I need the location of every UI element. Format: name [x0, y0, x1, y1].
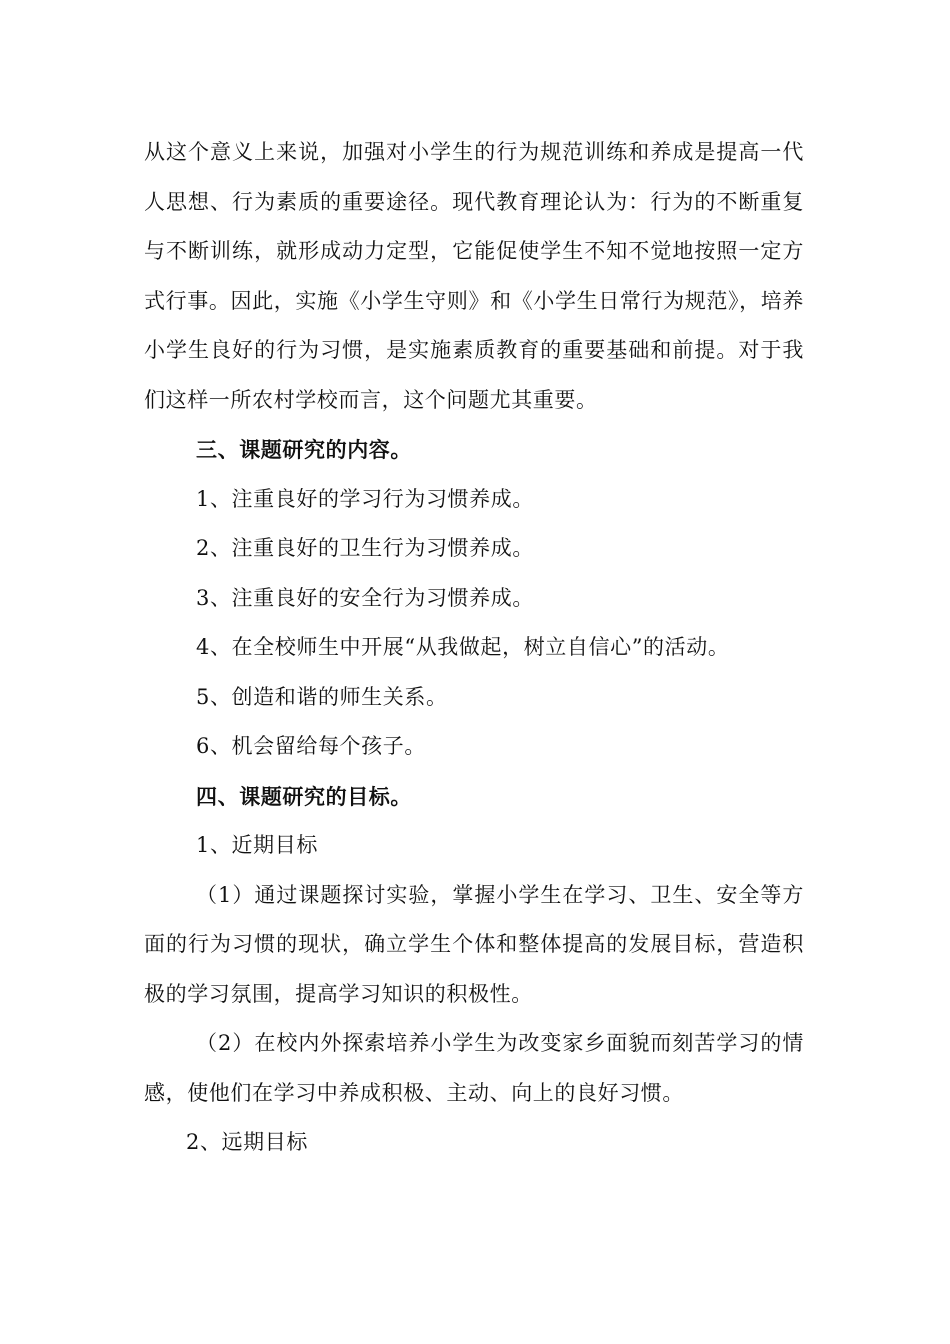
near-term-goal-label: 1、近期目标 [196, 833, 318, 857]
section-3-item-2: 2、注重良好的卫生行为习惯养成。 [196, 536, 534, 560]
near-term-goal-item-2: （2）在校内外探索培养小学生为改变家乡面貌而刻苦学习的情感，使他们在学习中养成积极、主动、向上的良好习惯。 [144, 1031, 804, 1105]
section-3-item-3: 3、注重良好的安全行为习惯养成。 [196, 585, 534, 610]
section-3-item-4: 4、在全校师生中开展“从我做起，树立自信心”的活动。 [196, 635, 730, 659]
section-4-heading: 四、课题研究的目标。 [196, 783, 412, 809]
near-term-goal-item-1: （1）通过课题探讨实验，掌握小学生在学习、卫生、安全等方面的行为习惯的现状，确立学生个体和整体提高的发展目标，营造积极的学习氛围，提高学习知识的积极性。 [144, 882, 804, 1006]
section-3-item-1: 1、注重良好的学习行为习惯养成。 [196, 486, 534, 511]
section-3-item-6: 6、机会留给每个孩子。 [196, 734, 426, 758]
long-term-goal-label: 2、远期目标 [186, 1130, 308, 1154]
document-body [144, 128, 804, 1168]
section-3-heading: 三、课题研究的内容。 [196, 437, 412, 462]
section-3-item-5: 5、创造和谐的师生关系。 [196, 684, 448, 709]
intro-paragraph: 从这个意义上来说，加强对小学生的行为规范训练和养成是提高一代人思想、行为素质的重要途径。现代教育理论认为：行为的不断重复与不断训练，就形成动力定型，它能促使学生不知不觉地按照一定方式行事。因此，实施《小学生守则》和《小学生日常行为规范》，培养小学生良好的行为习惯，是实施素质教育的重要基础和前提。对于我们这样一所农村学校而言，这个问题尤其重要。 [144, 140, 804, 412]
